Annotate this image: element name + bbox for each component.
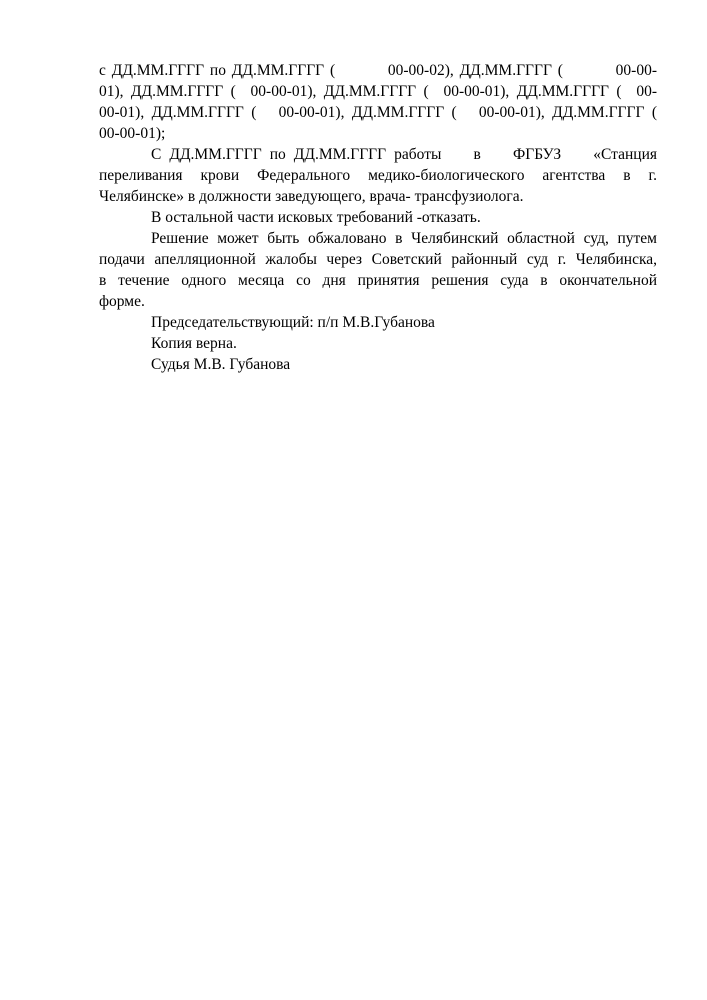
text-line: форме.: [99, 293, 145, 310]
text-line: В остальной части исковых требований -отказать.: [151, 209, 481, 226]
text-line: С ДД.ММ.ГГГГ по ДД.ММ.ГГГГ работы в ФГБУЗ «Станция: [151, 146, 657, 163]
text-line: в течение одного месяца со дня принятия решения суда в окончательной: [99, 272, 657, 289]
text-line: 00-01), ДД.ММ.ГГГГ ( 00-00-01), ДД.ММ.ГГГГ ( 00-00-01), ДД.ММ.ГГГГ (: [99, 104, 657, 121]
text-line: 01), ДД.ММ.ГГГГ ( 00-00-01), ДД.ММ.ГГГГ ( 00-00-01), ДД.ММ.ГГГГ ( 00-: [99, 83, 657, 100]
text-line: Судья М.В. Губанова: [151, 356, 291, 373]
text-line: Копия верна.: [151, 335, 237, 352]
text-line: Председательствующий: п/п М.В.Губанова: [151, 314, 435, 331]
text-line: подачи апелляционной жалобы через Советский районный суд г. Челябинска,: [99, 251, 657, 268]
document-text-block: [99, 60, 657, 375]
text-line: переливания крови Федерального медико-биологического агентства в г.: [99, 167, 657, 184]
text-line: Челябинске» в должности заведующего, врача- трансфузиолога.: [99, 188, 524, 205]
text-line: с ДД.ММ.ГГГГ по ДД.ММ.ГГГГ ( 00-00-02), ДД.ММ.ГГГГ ( 00-00-: [99, 62, 657, 79]
text-line: 00-00-01);: [99, 125, 166, 142]
text-line: Решение может быть обжаловано в Челябинский областной суд, путем: [151, 230, 657, 247]
